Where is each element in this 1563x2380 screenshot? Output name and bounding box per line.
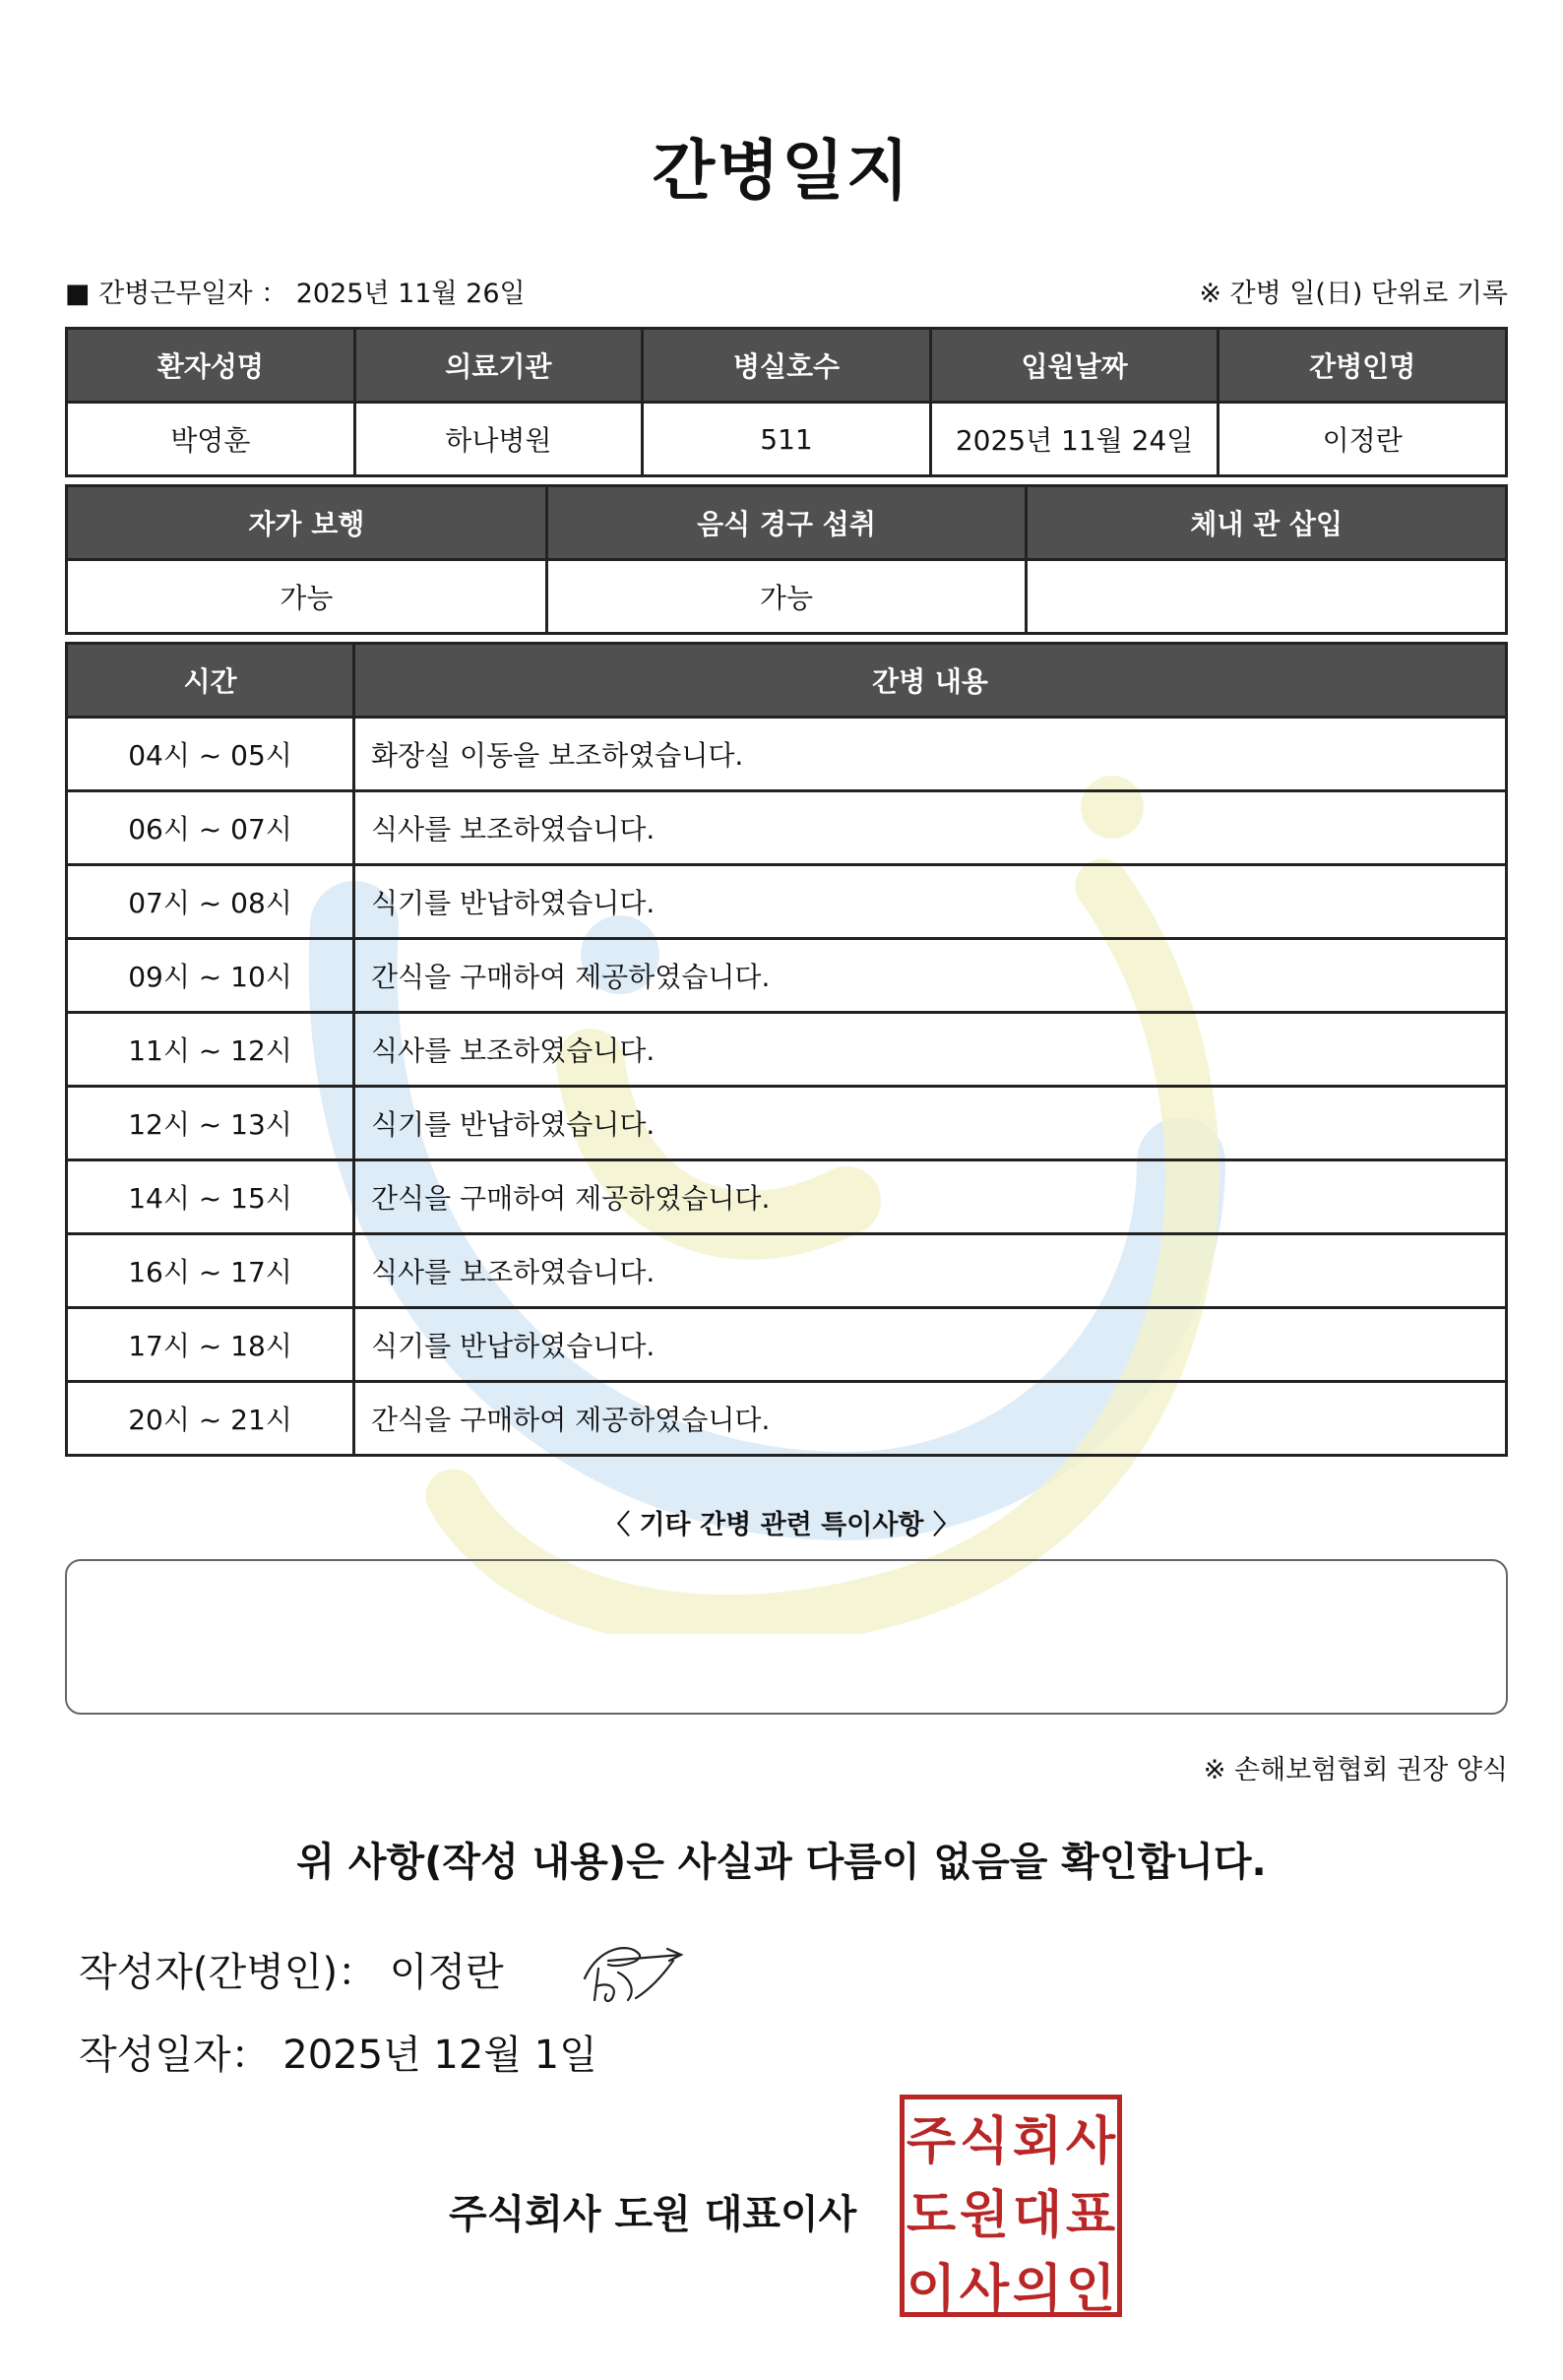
log-content: 식기를 반납하였습니다. xyxy=(354,865,1507,939)
log-time: 16시 ~ 17시 xyxy=(67,1234,354,1308)
room-number: 511 xyxy=(643,403,931,476)
table-row xyxy=(67,1308,1507,1382)
log-content: 간식을 구매하여 제공하였습니다. xyxy=(354,1160,1507,1234)
seal-char: 주 xyxy=(906,2112,957,2171)
seal-char: 표 xyxy=(1065,2186,1116,2245)
tube-value xyxy=(1027,560,1507,634)
log-content: 간식을 구매하여 제공하였습니다. xyxy=(354,1382,1507,1456)
remarks-title: 〈 기타 간병 관련 특이사항 〉 xyxy=(603,1510,960,1540)
care-log-table xyxy=(65,642,1508,1457)
header-tube: 체내 관 삽입 xyxy=(1027,486,1507,560)
log-time: 20시 ~ 21시 xyxy=(67,1382,354,1456)
seal-char: 회 xyxy=(1012,2112,1063,2171)
table-row xyxy=(67,865,1507,939)
log-time: 06시 ~ 07시 xyxy=(67,791,354,865)
log-time: 17시 ~ 18시 xyxy=(67,1308,354,1382)
patient-info-table xyxy=(65,327,1508,477)
seal-char: 원 xyxy=(959,2186,1010,2245)
header-room: 병실호수 xyxy=(643,329,931,403)
header-time: 시간 xyxy=(67,644,354,718)
header-content: 간병 내용 xyxy=(354,644,1507,718)
log-header-row xyxy=(67,644,1507,718)
page-title: 간병일지 xyxy=(652,133,911,209)
caregiver-name: 이정란 xyxy=(1219,403,1507,476)
table-row xyxy=(67,1087,1507,1160)
writer-line: 작성자(간병인)： 이정란 xyxy=(79,1950,504,1995)
table-row xyxy=(67,1234,1507,1308)
info-header-row xyxy=(67,329,1507,403)
seal-char: 인 xyxy=(1065,2260,1116,2319)
status-table xyxy=(65,484,1508,635)
log-content: 식사를 보조하였습니다. xyxy=(354,1234,1507,1308)
log-time: 11시 ~ 12시 xyxy=(67,1013,354,1087)
form-note: ※ 손해보험협회 권장 양식 xyxy=(1203,1755,1508,1785)
log-content: 식기를 반납하였습니다. xyxy=(354,1087,1507,1160)
log-content: 식기를 반납하였습니다. xyxy=(354,1308,1507,1382)
seal-char: 식 xyxy=(959,2112,1010,2171)
seal-char: 이 xyxy=(906,2260,957,2319)
work-date: ■ 간병근무일자 ： 2025년 11월 26일 xyxy=(65,279,526,309)
header-caregiver: 간병인명 xyxy=(1219,329,1507,403)
company-seal xyxy=(900,2095,1122,2317)
signature-image xyxy=(579,1939,687,2008)
log-content: 간식을 구매하여 제공하였습니다. xyxy=(354,939,1507,1013)
status-header-row xyxy=(67,486,1507,560)
written-date: 작성일자： 2025년 12월 1일 xyxy=(79,2033,597,2078)
admission-date: 2025년 11월 24일 xyxy=(930,403,1219,476)
info-value-row xyxy=(67,403,1507,476)
log-content: 식사를 보조하였습니다. xyxy=(354,1013,1507,1087)
log-time: 14시 ~ 15시 xyxy=(67,1160,354,1234)
header-patient-name: 환자성명 xyxy=(67,329,355,403)
table-row xyxy=(67,1013,1507,1087)
log-time: 04시 ~ 05시 xyxy=(67,718,354,791)
remarks-box xyxy=(65,1559,1508,1715)
patient-name: 박영훈 xyxy=(67,403,355,476)
seal-char: 도 xyxy=(906,2186,957,2245)
log-content: 화장실 이동을 보조하였습니다. xyxy=(354,718,1507,791)
table-row xyxy=(67,1382,1507,1456)
confirm-statement: 위 사항(작성 내용)은 사실과 다름이 없음을 확인합니다. xyxy=(296,1840,1267,1885)
company-line: 주식회사 도원 대표이사 xyxy=(449,2192,857,2237)
header-walking: 자가 보행 xyxy=(67,486,547,560)
seal-char: 의 xyxy=(1012,2260,1063,2319)
oral-intake-value: 가능 xyxy=(546,560,1027,634)
status-value-row xyxy=(67,560,1507,634)
seal-char: 사 xyxy=(1065,2112,1116,2171)
walking-value: 가능 xyxy=(67,560,547,634)
hospital: 하나병원 xyxy=(354,403,643,476)
log-time: 09시 ~ 10시 xyxy=(67,939,354,1013)
table-row xyxy=(67,1160,1507,1234)
log-content: 식사를 보조하였습니다. xyxy=(354,791,1507,865)
table-row xyxy=(67,718,1507,791)
seal-char: 사 xyxy=(959,2260,1010,2319)
header-oral-intake: 음식 경구 섭취 xyxy=(546,486,1027,560)
unit-note: ※ 간병 일(日) 단위로 기록 xyxy=(1199,279,1508,309)
seal-char: 대 xyxy=(1012,2186,1063,2245)
log-time: 12시 ~ 13시 xyxy=(67,1087,354,1160)
header-admission-date: 입원날짜 xyxy=(930,329,1219,403)
log-time: 07시 ~ 08시 xyxy=(67,865,354,939)
table-row xyxy=(67,939,1507,1013)
header-hospital: 의료기관 xyxy=(354,329,643,403)
table-row xyxy=(67,791,1507,865)
